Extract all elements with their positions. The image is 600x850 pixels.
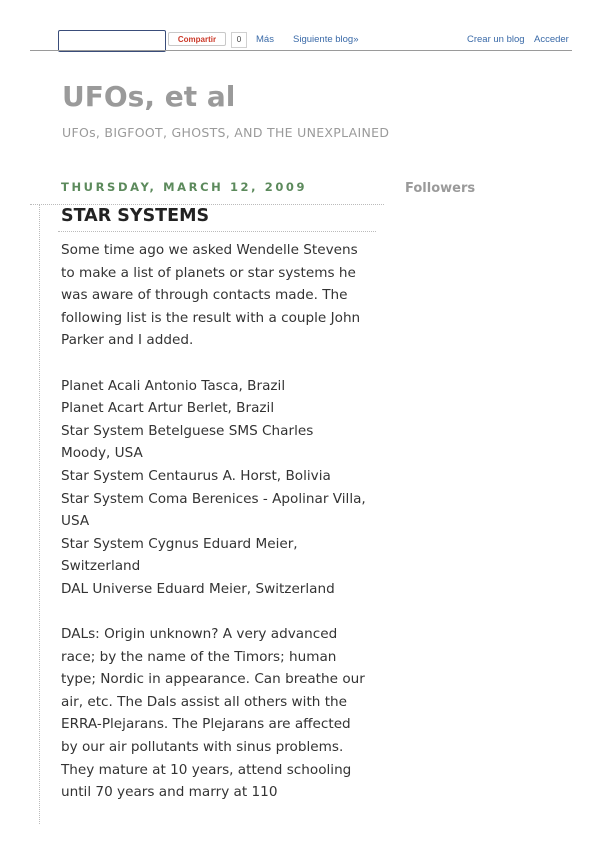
next-blog-link[interactable]: Siguiente blog» [293,34,359,45]
post-dals-paragraph: DALs: Origin unknown? A very advanced race; by the name of the Timors; human type; Nordic in appearance. Can breathe our air, etc. The Dals assist all others with the ERRA-Plejarans. The Plejarans are affected by our air pollutants with sinus problems. They mature at 10 years, attend schooling until 70 years and marry at 110 [61,626,365,801]
share-count: 0 [231,32,247,48]
list-item: Planet Acart Artur Berlet, Brazil [61,400,275,417]
post-intro-paragraph: Some time ago we asked Wendelle Stevens to make a list of planets or star systems he was aware of through contacts made. The following list is the result with a couple John Parker and I added. [61,242,361,349]
list-item: DAL Universe Eduard Meier, Switzerland [61,580,335,597]
list-item: Star System Centaurus A. Horst, Bolivia [61,467,331,484]
post-divider-top [30,204,384,205]
blog-title[interactable]: UFOs, et al [62,80,236,113]
login-link[interactable]: Acceder [534,34,569,45]
create-blog-link[interactable]: Crear un blog [467,34,525,45]
navbar-divider [30,50,572,51]
search-input[interactable] [58,30,166,52]
list-item: Star System Cygnus Eduard Meier, Switzerland [61,535,298,575]
share-button[interactable]: Compartir [168,32,226,46]
post-date: THURSDAY, MARCH 12, 2009 [61,180,308,194]
post-title[interactable]: STAR SYSTEMS [61,206,210,226]
list-item: Star System Coma Berenices - Apolinar Villa, USA [61,490,366,530]
post-body [61,239,366,804]
more-link[interactable]: Más [256,34,274,45]
star-system-list [61,375,366,601]
blogger-navbar [0,0,600,52]
post-title-divider [58,231,376,232]
post-divider-left [39,204,40,824]
list-item: Star System Betelguese SMS Charles Moody, USA [61,422,314,462]
blog-description: UFOs, BIGFOOT, GHOSTS, AND THE UNEXPLAINED [62,125,390,140]
followers-widget-title: Followers [405,181,476,196]
list-item: Planet Acali Antonio Tasca, Brazil [61,377,286,394]
